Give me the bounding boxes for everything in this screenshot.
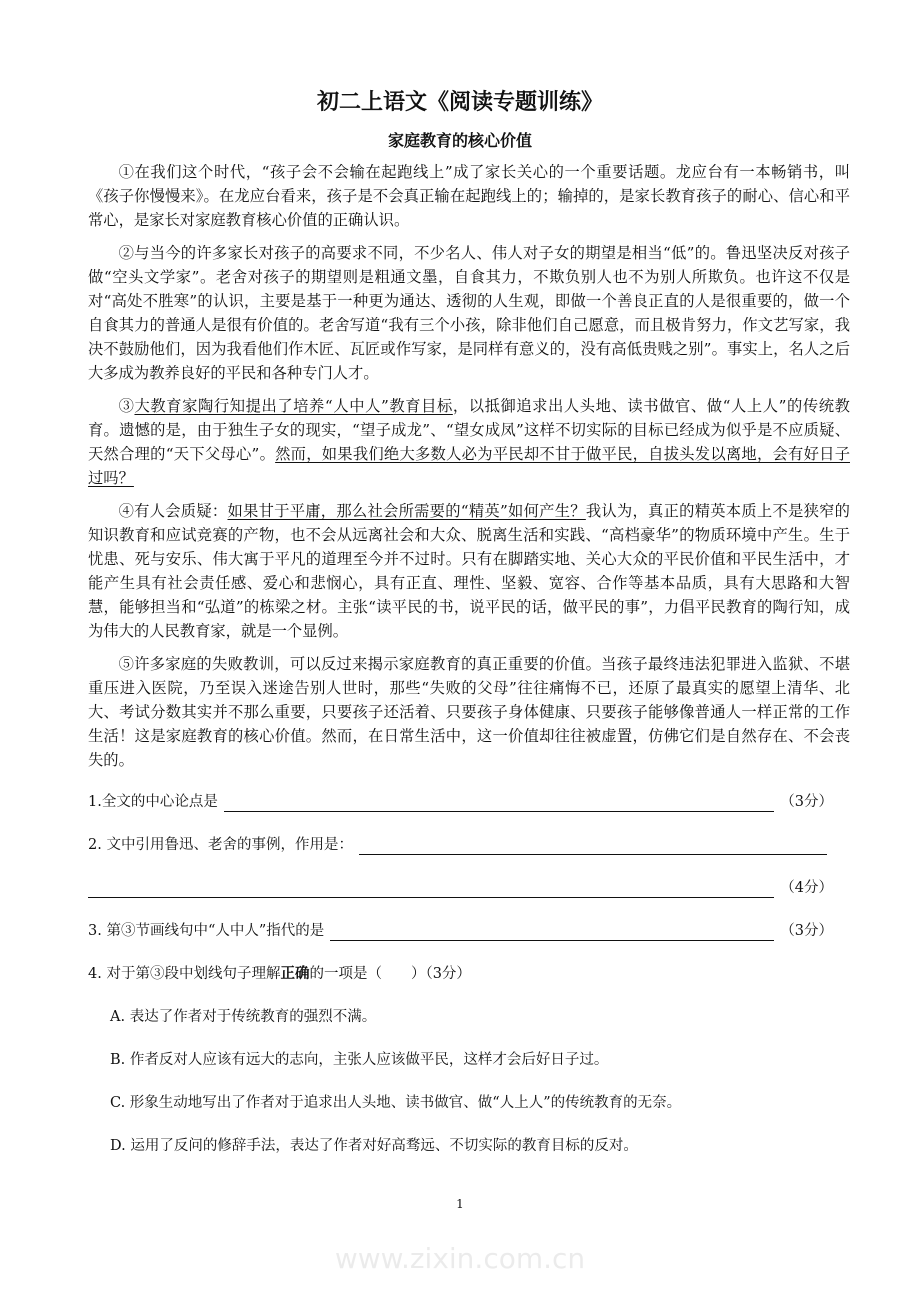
- option-a[interactable]: A. 表达了作者对于传统教育的强烈不满。: [110, 1009, 377, 1025]
- paragraph-text: ⑤许多家庭的失败教训，可以反过来揭示家庭教育的真正重要的价值。当孩子最终违法犯罪进入监狱、不堪重压进入医院，乃至误入迷途告别人世时，那些“失败的父母”往往痛悔不已，还原了最真实的愿望上清华、北大、考试分数其实并不那么重要，只要孩子还活着、只要孩子身体健康、只要孩子能够像普通人一样正常的工作生活！这是家庭教育的核心价值。然而，在日常生活中，这一价值却往往被虚置，仿佛它们是自然存在、不会丧失的。: [88, 655, 850, 769]
- option-b[interactable]: B. 作者反对人应该有远大的志向，主张人应该做平民，这样才会后好日子过。: [110, 1052, 609, 1068]
- questions: [88, 792, 833, 1156]
- answer-blank-2a[interactable]: [359, 838, 827, 855]
- answer-blank-2b[interactable]: [88, 881, 774, 898]
- document-title: 初二上语文《阅读专题训练》: [316, 90, 603, 115]
- question-2-score: （4分）: [780, 880, 833, 896]
- paragraph-text: ②与当今的许多家长对孩子的高要求不同，不少名人、伟人对子女的期望是相当“低”的。鲁迅坚决反对孩子做“空头文学家”。老舍对孩子的期望则是粗通文墨，自食其力，不欺负别人也不为别人所欺负。也许这不仅是对“高处不胜寒”的认识，主要是基于一种更为通达、透彻的人生观，即做一个善良正直的人是很重要的，做一个自食其力的普通人是很有价值的。老舍写道“我有三个小孩，除非他们自己愿意，而且极肯努力，作文艺写家，我决不鼓励他们，因为我看他们作木匠、瓦匠或作写家，是同样有意义的，没有高低贵贱之别”。事实上，名人之后大多成为教养良好的平民和各种专门人才。: [88, 244, 850, 382]
- question-1-prompt: 1.全文的中心论点是: [88, 794, 218, 810]
- paragraph-4: [88, 499, 850, 643]
- underlined-sentence: 然而，如果我们绝大多数人必为平民却不甘于做平民，自拔头发以离地，会有好日子过吗？: [88, 445, 850, 487]
- paragraph-text: ①在我们这个时代，“孩子会不会输在起跑线上”成了家长关心的一个重要话题。龙应台有一本畅销书，叫《孩子你慢慢来》。在龙应台看来，孩子是不会真正输在起跑线上的；输掉的，是家长教育孩子的耐心、信心和平常心，是家长对家庭教育核心价值的正确认识。: [88, 163, 850, 229]
- answer-blank-3[interactable]: [330, 924, 774, 941]
- answer-blank-1[interactable]: [224, 795, 774, 812]
- paragraph-text: ③: [118, 397, 135, 415]
- question-4-prompt-post: 的一项是（ ）（3分）: [309, 966, 471, 982]
- question-1: [88, 792, 833, 812]
- question-3-score: （3分）: [780, 923, 833, 939]
- article-title: 家庭教育的核心价值: [387, 131, 532, 150]
- option-d[interactable]: D. 运用了反问的修辞手法，表达了作者对好高骛远、不切实际的教育目标的反对。: [110, 1138, 638, 1154]
- watermark: www.zixin.com.cn: [334, 1242, 586, 1275]
- paragraph-2: [88, 241, 850, 385]
- question-2: [88, 835, 833, 855]
- article-body: [88, 160, 850, 772]
- paragraph-1: [88, 160, 850, 232]
- question-4-prompt-bold: 正确: [280, 965, 310, 982]
- paragraph-5: [88, 652, 850, 772]
- question-4-prompt-pre: 4. 对于第③段中划线句子理解: [88, 966, 281, 982]
- option-c[interactable]: C. 形象生动地写出了作者对于追求出人头地、读书做官、做“人上人”的传统教育的无奈。: [110, 1095, 682, 1111]
- paragraph-3: [88, 394, 850, 490]
- paragraph-text: 我认为，真正的精英本质上不是狭窄的知识教育和应试竞赛的产物，也不会从远离社会和大众、脱离生活和实践、“高档豪华”的物质环境中产生。生于忧患、死与安乐、伟大寓于平凡的道理至今并不过时。只有在脚踏实地、关心大众的平民价值和平民生活中，才能产生具有社会责任感、爱心和悲悯心，具有正直、理性、坚毅、宽容、合作等基本品质，具有大思路和大智慧，能够担当和“弘道”的栋梁之材。主张“读平民的书，说平民的话，做平民的事”，力倡平民教育的陶行知，成为伟大的人民教育家，就是一个显例。: [88, 502, 850, 640]
- page-number: 1: [456, 1197, 464, 1211]
- underlined-sentence: 大教育家陶行知提出了培养“人中人”教育目标: [134, 397, 453, 415]
- question-3: [88, 921, 833, 941]
- paragraph-text: ，以抵御追求出人头地、读书做官、做“人上人”的传统教育。遗憾的是，由于独生子女的现实，“望子成龙”、“望女成凤”这样不切实际的目标已经成为似乎是不应质疑、天然合理的“天下父母心”。: [88, 397, 850, 463]
- paragraph-text: ④有人会质疑：: [118, 502, 228, 520]
- question-3-prompt: 3. 第③节画线句中“人中人”指代的是: [88, 923, 325, 939]
- underlined-sentence: 如果甘于平庸，那么社会所需要的“精英”如何产生？: [227, 502, 586, 520]
- question-4: [88, 964, 833, 984]
- question-1-score: （3分）: [780, 794, 833, 810]
- question-2-line2: [88, 878, 833, 898]
- question-2-prompt: 2. 文中引用鲁迅、老舍的事例，作用是：: [88, 837, 353, 853]
